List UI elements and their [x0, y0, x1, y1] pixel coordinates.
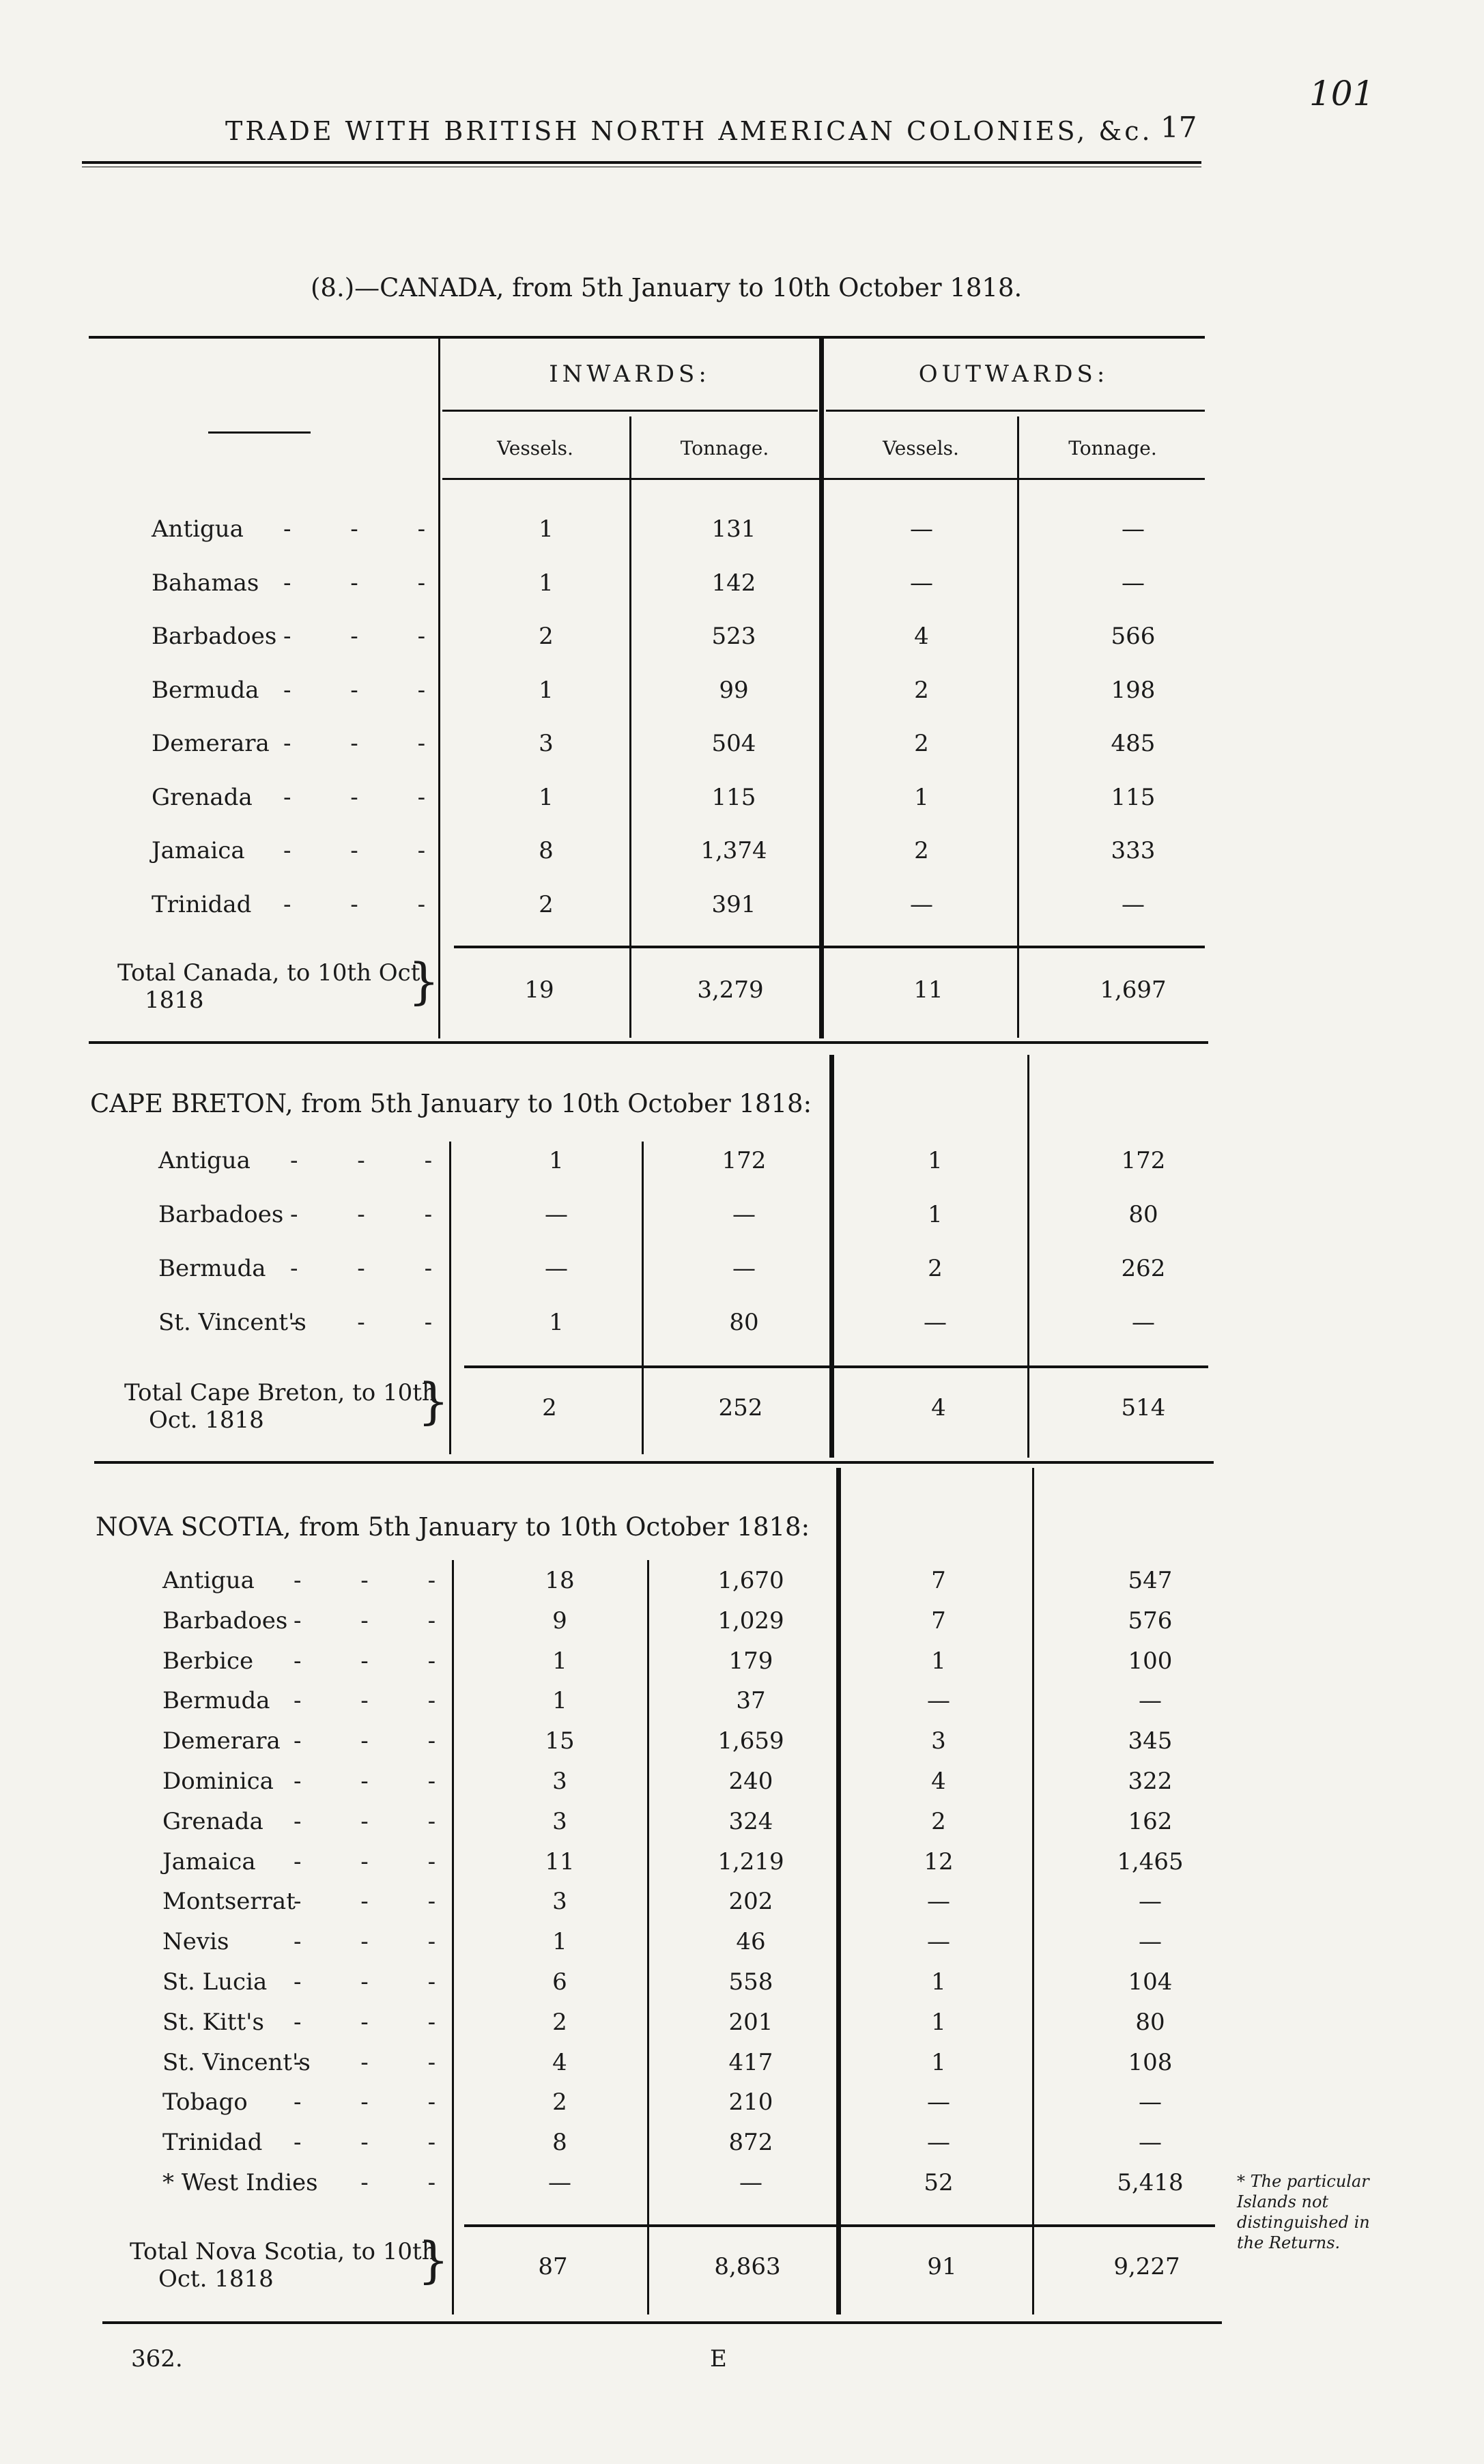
- inwards-sub-divider: [629, 416, 631, 1038]
- out-tonnage: 576: [1128, 1606, 1173, 1634]
- in-tonnage: 1,374: [700, 837, 767, 864]
- out-vessels: 12: [924, 1847, 954, 1875]
- out-vessels: 3: [931, 1727, 946, 1755]
- in-vessels: 6: [552, 1968, 567, 1996]
- running-header: TRADE WITH BRITISH NORTH AMERICAN COLONIES, &c.: [225, 116, 1153, 146]
- out-tonnage: 104: [1128, 1968, 1173, 1996]
- in-tonnage: 210: [728, 2088, 773, 2116]
- in-tonnage: 558: [728, 1968, 773, 1996]
- in-vessels: 8: [539, 837, 554, 864]
- outwards-header: OUTWARDS:: [918, 360, 1109, 388]
- place-label: Bermuda: [162, 1687, 270, 1715]
- in-vessels: 8: [552, 2129, 567, 2157]
- out-tonnage: 108: [1128, 2048, 1173, 2076]
- out-vessels: —: [924, 1309, 947, 1336]
- in-tonnage: 115: [711, 783, 756, 811]
- out-tonnage: —: [1132, 1309, 1155, 1336]
- place-label: St. Lucia: [162, 1968, 268, 1996]
- in-tonnage: 391: [711, 890, 756, 918]
- out-tonnage: 322: [1128, 1768, 1173, 1795]
- in-tonnage: 240: [728, 1768, 773, 1795]
- section-title-cape-breton: CAPE BRETON, from 5th January to 10th October 1818:: [90, 1089, 812, 1118]
- in-tonnage: 1,659: [717, 1727, 784, 1755]
- in-vessels: 1: [552, 1687, 567, 1715]
- out-vessels: 1: [928, 1201, 943, 1228]
- in-vessels: 1: [552, 1647, 567, 1675]
- leader-dashes: - - -: [294, 1888, 462, 1916]
- cb-total-rule: [464, 1365, 1208, 1368]
- in-vessels: 11: [545, 1847, 575, 1875]
- leader-dashes: - - -: [283, 730, 452, 757]
- place-label: Dominica: [162, 1768, 274, 1795]
- leader-dashes: - - -: [283, 515, 452, 543]
- out-tonnage: 345: [1128, 1727, 1173, 1755]
- outwards-sub-divider: [1017, 416, 1019, 1038]
- in-tonnage: —: [739, 2169, 762, 2196]
- out-tonnage: —: [1139, 2088, 1162, 2116]
- out-tonnage: 1,465: [1117, 1847, 1184, 1875]
- cb-inwards-sub-divider: [642, 1142, 644, 1454]
- out-vessels: 2: [914, 837, 929, 864]
- leader-dashes: - - -: [294, 1928, 462, 1956]
- footnote: * The particular Islands not distinguished in the Returns.: [1237, 2172, 1370, 2252]
- out-tonnage: —: [1139, 1928, 1162, 1956]
- cb-total-in-vessels: 2: [542, 1394, 557, 1421]
- in-vessels: 2: [552, 2088, 567, 2116]
- in-vessels: —: [545, 1255, 568, 1282]
- place-label: Trinidad: [162, 2129, 263, 2157]
- ns-total-year: Oct. 1818: [158, 2265, 274, 2293]
- in-vessels: 1: [539, 515, 554, 543]
- ns-total-brace: }: [418, 2231, 449, 2289]
- outwards-header-rule: [826, 410, 1205, 412]
- out-tonnage: —: [1139, 2129, 1162, 2157]
- in-tonnage: 201: [728, 2008, 773, 2036]
- place-label: Jamaica: [162, 1847, 256, 1875]
- place-label: Bermuda: [152, 676, 259, 704]
- canada-total-rule: [454, 946, 1205, 948]
- in-tonnage: 1,670: [717, 1567, 784, 1594]
- ns-total-in-vessels: 87: [538, 2253, 568, 2280]
- leader-dashes: - - -: [294, 1768, 462, 1795]
- cb-total-brace: }: [418, 1372, 449, 1430]
- out-tonnage: 80: [1128, 1201, 1158, 1228]
- place-label: Antigua: [158, 1147, 251, 1174]
- in-tonnage: 179: [728, 1647, 773, 1675]
- in-vessels: 4: [552, 2048, 567, 2076]
- in-vessels: 2: [552, 2008, 567, 2036]
- in-tonnage: 417: [728, 2048, 773, 2076]
- out-vessels: 2: [931, 1807, 946, 1835]
- out-vessels: —: [927, 2129, 950, 2157]
- place-label: St. Vincent's: [158, 1309, 306, 1336]
- canada-total-in-tonnage: 3,279: [697, 976, 764, 1004]
- out-vessels: 4: [914, 623, 929, 650]
- out-vessels: 4: [931, 1768, 946, 1795]
- cb-total-year: Oct. 1818: [149, 1406, 264, 1434]
- header-rule: [82, 161, 1201, 164]
- in-vessels: 1: [539, 783, 554, 811]
- canada-total-label: Total Canada, to 10th Oct.: [117, 959, 428, 987]
- outwards-vessels-header: Vessels.: [883, 437, 959, 459]
- leader-dashes: - - -: [290, 1201, 459, 1228]
- cb-label-rule: [449, 1142, 451, 1454]
- in-tonnage: 504: [711, 730, 756, 757]
- in-tonnage: 142: [711, 569, 756, 597]
- out-tonnage: 5,418: [1117, 2169, 1184, 2196]
- in-vessels: 2: [539, 623, 554, 650]
- outwards-tonnage-header: Tonnage.: [1068, 437, 1157, 459]
- ns-center-divider: [836, 1468, 841, 2314]
- leader-dashes: - - -: [294, 1807, 462, 1835]
- place-label: Demerara: [152, 730, 270, 757]
- in-tonnage: 80: [729, 1309, 759, 1336]
- out-tonnage: 566: [1111, 623, 1156, 650]
- ns-total-label: Total Nova Scotia, to 10th: [130, 2238, 437, 2265]
- place-label: Nevis: [162, 1928, 229, 1956]
- center-divider: [819, 339, 824, 1038]
- place-label: Grenada: [162, 1807, 263, 1835]
- in-vessels: 15: [545, 1727, 575, 1755]
- page-number: 17: [1160, 111, 1197, 144]
- cb-total-out-vessels: 4: [931, 1394, 946, 1421]
- place-label: Bermuda: [158, 1255, 266, 1282]
- out-vessels: —: [910, 515, 933, 543]
- canada-total-brace: }: [408, 952, 440, 1010]
- place-label: Barbadoes: [158, 1201, 284, 1228]
- in-vessels: 1: [549, 1309, 564, 1336]
- subheader-rule: [442, 478, 1205, 480]
- place-label: Grenada: [152, 783, 253, 811]
- in-tonnage: 1,029: [717, 1606, 784, 1634]
- in-vessels: —: [548, 2169, 571, 2196]
- place-label: * West Indies: [162, 2169, 318, 2196]
- out-vessels: 1: [931, 1647, 946, 1675]
- out-vessels: 7: [931, 1606, 946, 1634]
- in-tonnage: 99: [719, 676, 749, 704]
- out-tonnage: —: [1122, 515, 1145, 543]
- leader-dashes: - - -: [283, 890, 452, 918]
- out-vessels: 2: [914, 730, 929, 757]
- in-vessels: 3: [552, 1768, 567, 1795]
- inwards-header: INWARDS:: [549, 360, 711, 388]
- out-tonnage: —: [1139, 1687, 1162, 1715]
- section-title-canada: (8.)—CANADA, from 5th January to 10th October 1818.: [311, 273, 1023, 302]
- out-vessels: 1: [931, 1968, 946, 1996]
- out-tonnage: —: [1122, 569, 1145, 597]
- place-label: St. Kitt's: [162, 2008, 264, 2036]
- out-tonnage: 100: [1128, 1647, 1173, 1675]
- out-tonnage: 80: [1135, 2008, 1165, 2036]
- in-tonnage: 172: [722, 1147, 767, 1174]
- out-tonnage: —: [1122, 890, 1145, 918]
- out-tonnage: 547: [1128, 1567, 1173, 1594]
- section-title-nova-scotia: NOVA SCOTIA, from 5th January to 10th October 1818:: [96, 1512, 810, 1542]
- out-vessels: —: [910, 890, 933, 918]
- label-dash: [208, 431, 311, 434]
- leader-dashes: - - -: [294, 1687, 462, 1715]
- inwards-tonnage-header: Tonnage.: [680, 437, 769, 459]
- place-label: Antigua: [152, 515, 244, 543]
- leader-dashes: - - -: [290, 1309, 459, 1336]
- cb-total-out-tonnage: 514: [1121, 1394, 1166, 1421]
- out-tonnage: 198: [1111, 676, 1156, 704]
- leader-dashes: - - -: [294, 2008, 462, 2036]
- place-label: Tobago: [162, 2088, 248, 2116]
- leader-dashes: - - -: [294, 2048, 462, 2076]
- out-vessels: 1: [931, 2048, 946, 2076]
- footer-signature-letter: E: [710, 2345, 727, 2373]
- leader-dashes: - - -: [294, 2129, 462, 2157]
- leader-dashes: - - -: [283, 783, 452, 811]
- place-label: Antigua: [162, 1567, 255, 1594]
- in-vessels: 1: [549, 1147, 564, 1174]
- in-vessels: —: [545, 1201, 568, 1228]
- place-label: St. Vincent's: [162, 2048, 311, 2076]
- out-tonnage: —: [1139, 1888, 1162, 1916]
- place-label: Berbice: [162, 1647, 254, 1675]
- in-vessels: 1: [552, 1928, 567, 1956]
- in-tonnage: 324: [728, 1807, 773, 1835]
- place-label: Barbadoes: [162, 1606, 288, 1634]
- ns-total-out-tonnage: 9,227: [1113, 2253, 1180, 2280]
- ns-bottom-rule: [102, 2321, 1222, 2324]
- leader-dashes: - - -: [294, 1727, 462, 1755]
- ns-total-in-tonnage: 8,863: [714, 2253, 781, 2280]
- out-tonnage: 485: [1111, 730, 1156, 757]
- in-tonnage: 202: [728, 1888, 773, 1916]
- leader-dashes: - - -: [283, 676, 452, 704]
- leader-dashes: - - -: [294, 2169, 462, 2196]
- canada-total-year: 1818: [145, 987, 204, 1014]
- in-tonnage: 872: [728, 2129, 773, 2157]
- leader-dashes: - - -: [283, 569, 452, 597]
- canada-total-out-tonnage: 1,697: [1100, 976, 1167, 1004]
- out-vessels: —: [910, 569, 933, 597]
- place-label: Demerara: [162, 1727, 281, 1755]
- in-vessels: 1: [539, 569, 554, 597]
- out-vessels: —: [927, 2088, 950, 2116]
- leader-dashes: - - -: [283, 837, 452, 864]
- cb-bottom-rule: [94, 1461, 1214, 1464]
- in-vessels: 2: [539, 890, 554, 918]
- out-tonnage: 172: [1121, 1147, 1166, 1174]
- out-vessels: 2: [928, 1255, 943, 1282]
- leader-dashes: - - -: [294, 2088, 462, 2116]
- leader-dashes: - - -: [294, 1567, 462, 1594]
- canada-bottom-rule: [89, 1041, 1208, 1044]
- in-tonnage: —: [732, 1201, 756, 1228]
- in-tonnage: 523: [711, 623, 756, 650]
- leader-dashes: - - -: [294, 1647, 462, 1675]
- out-tonnage: 333: [1111, 837, 1156, 864]
- out-vessels: 1: [928, 1147, 943, 1174]
- out-vessels: 52: [924, 2169, 954, 2196]
- place-label: Montserrat: [162, 1888, 296, 1916]
- leader-dashes: - - -: [294, 1606, 462, 1634]
- canada-total-out-vessels: 11: [913, 976, 943, 1004]
- in-vessels: 3: [539, 730, 554, 757]
- leader-dashes: - - -: [283, 623, 452, 650]
- in-tonnage: 1,219: [717, 1847, 784, 1875]
- ns-total-out-vessels: 91: [927, 2253, 957, 2280]
- handwritten-page-number: 101: [1309, 74, 1375, 113]
- out-vessels: —: [927, 1687, 950, 1715]
- footer-signature-number: 362.: [131, 2345, 183, 2373]
- place-label: Bahamas: [152, 569, 259, 597]
- in-tonnage: —: [732, 1255, 756, 1282]
- leader-dashes: - - -: [290, 1255, 459, 1282]
- cb-total-label: Total Cape Breton, to 10th: [124, 1379, 437, 1406]
- in-tonnage: 131: [711, 515, 756, 543]
- in-tonnage: 37: [736, 1687, 766, 1715]
- inwards-vessels-header: Vessels.: [497, 437, 573, 459]
- cb-center-divider: [829, 1055, 834, 1458]
- in-tonnage: 46: [736, 1928, 766, 1956]
- out-vessels: —: [927, 1888, 950, 1916]
- cb-total-in-tonnage: 252: [718, 1394, 763, 1421]
- in-vessels: 18: [545, 1567, 575, 1594]
- ns-total-rule: [464, 2224, 1215, 2227]
- in-vessels: 3: [552, 1807, 567, 1835]
- ns-inwards-sub-divider: [647, 1560, 649, 2314]
- out-tonnage: 162: [1128, 1807, 1173, 1835]
- out-vessels: 1: [914, 783, 929, 811]
- in-vessels: 9: [552, 1606, 567, 1634]
- out-vessels: 1: [931, 2008, 946, 2036]
- place-label: Jamaica: [152, 837, 245, 864]
- out-vessels: 7: [931, 1567, 946, 1594]
- leader-dashes: - - -: [290, 1147, 459, 1174]
- out-tonnage: 115: [1111, 783, 1156, 811]
- ns-outwards-sub-divider: [1032, 1468, 1034, 2314]
- place-label: Trinidad: [152, 890, 252, 918]
- place-label: Barbadoes: [152, 623, 277, 650]
- out-vessels: 2: [914, 676, 929, 704]
- cb-outwards-sub-divider: [1027, 1055, 1029, 1458]
- out-vessels: —: [927, 1928, 950, 1956]
- out-tonnage: 262: [1121, 1255, 1166, 1282]
- leader-dashes: - - -: [294, 1968, 462, 1996]
- table-top-rule: [89, 336, 1205, 339]
- in-vessels: 3: [552, 1888, 567, 1916]
- leader-dashes: - - -: [294, 1847, 462, 1875]
- in-vessels: 1: [539, 676, 554, 704]
- inwards-header-rule: [442, 410, 818, 412]
- canada-total-in-vessels: 19: [524, 976, 554, 1004]
